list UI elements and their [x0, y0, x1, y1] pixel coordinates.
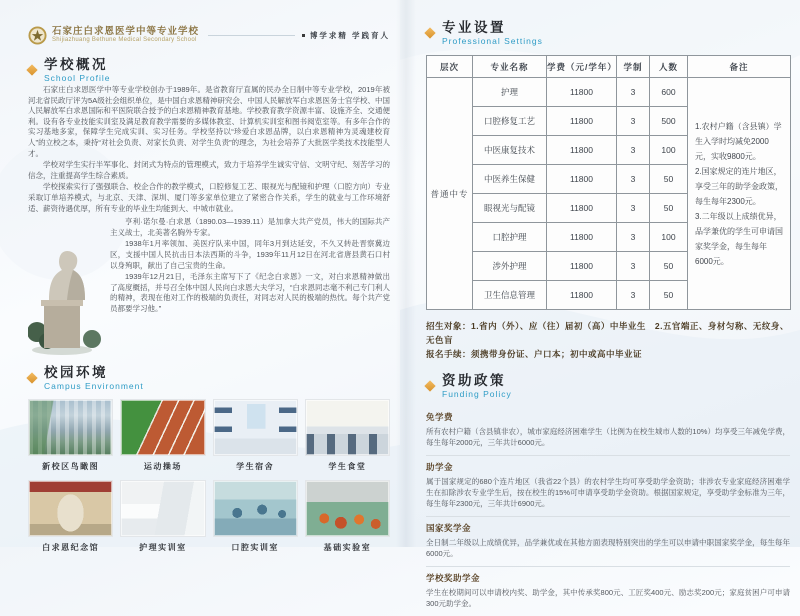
count-cell: 600 [650, 78, 688, 107]
photo-caption: 运动操场 [143, 462, 182, 472]
fee-cell: 11800 [547, 136, 617, 165]
photo-caption: 基础实验室 [323, 543, 372, 553]
funding-policy-section [426, 373, 790, 616]
majors-table-body [427, 78, 791, 310]
campus-photo-item [28, 399, 113, 472]
campus-photo-grid [28, 399, 390, 553]
diamond-icon [26, 64, 37, 75]
col-header-years: 学制 [617, 56, 650, 78]
campus-aerial-photo [28, 399, 113, 456]
funding-item-text: 所有农村户籍（含县镇非农），城市家庭经济困难学生（比例为在校生城市人数的10%）均享受三年减免学费，每生每年2000元，三年共计6000元。 [426, 427, 790, 447]
major-name-cell: 中医康复技术 [473, 136, 547, 165]
campus-photo-item [213, 399, 298, 472]
years-cell: 3 [617, 78, 650, 107]
fee-cell: 11800 [547, 223, 617, 252]
left-page [28, 24, 390, 553]
years-cell: 3 [617, 281, 650, 310]
profile-subtitle: School Profile [44, 73, 111, 83]
fee-cell: 11800 [547, 281, 617, 310]
bio-paragraph: 亨利·诺尔曼·白求恩（1890.03—1939.11）是加拿大共产党员，伟大的国际共产主义战士，北美著名胸外专家。 [110, 217, 390, 237]
school-motto-text: 博学求精 学践育人 [309, 30, 390, 40]
years-cell: 3 [617, 136, 650, 165]
admission-target: 招生对象：1.省内（外）、应（往）届初（高）中毕业生 2.五官端正、身材匀称、无纹身、无色盲 [426, 321, 789, 345]
memorial-hall-photo [28, 480, 113, 537]
funding-subtitle: Funding Policy [442, 389, 512, 399]
profile-section-head [28, 57, 390, 84]
fee-cell: 11800 [547, 107, 617, 136]
fee-cell: 11800 [547, 78, 617, 107]
canteen-photo [305, 399, 390, 456]
count-cell: 100 [650, 136, 688, 165]
col-header-name: 专业名称 [473, 56, 547, 78]
photo-caption: 学生食堂 [328, 462, 367, 472]
profile-paragraph: 石家庄白求恩医学中等专业学校创办于1989年。是省教育厅直属的民办全日制中等专业学校，2019年被河北省民政厅评为5A级社会组织单位，是中国白求恩精神研究会、中国人民解放军白求恩医务士官学校、中国人民解放军白求恩国际和平医院联合授予的白求恩精神教育基地。学校教育教学资源丰富、设施齐全、交通便利。设有各专业技能实训室及满足教育教学需要的多媒体教室、计算机实训室和图书阅览室等。有多年合作的实习基地多家，保障学生完成实训、实习任务。学校坚持以“珍爱白求恩品牌，以白求恩精神为灵魂建校育人”的立校之本，秉持“对社会负责、对家长负责、对学生负责”的理念，为社会培养了大批医学类技术技能型人才。 [28, 85, 390, 158]
bethune-bio-block [28, 216, 390, 356]
page-fold-shadow [396, 0, 416, 547]
admission-info [426, 319, 790, 361]
majors-subtitle: Professional Settings [442, 36, 543, 46]
school-profile-section [28, 57, 390, 356]
years-cell: 3 [617, 107, 650, 136]
campus-photo-item [120, 480, 205, 553]
funding-item [426, 406, 790, 456]
funding-item-text: 属于国家规定的680个连片地区（我省22个县）的农村学生均可享受助学金资助；非涉农专业家庭经济困难学生在扣除涉农专业学生后，按在校生的15%可申请享受助学金资助。根据国家规定，享受助学金标准为三年，每生每年2300元，三年共计6900元。 [426, 477, 790, 508]
photo-caption: 口腔实训室 [231, 543, 279, 553]
majors-section-head [426, 20, 790, 47]
major-name-cell: 涉外护理 [473, 252, 547, 281]
bethune-statue-image [28, 220, 104, 356]
count-cell: 500 [650, 107, 688, 136]
profile-title: 学校概况 [44, 57, 108, 72]
dental-lab-photo [213, 480, 298, 537]
major-name-cell: 口腔护理 [473, 223, 547, 252]
major-name-cell: 中医养生保健 [473, 165, 547, 194]
dormitory-photo [213, 399, 298, 456]
photo-caption: 护理实训室 [139, 543, 187, 553]
count-cell: 50 [650, 281, 688, 310]
photo-caption: 新校区鸟瞰图 [42, 462, 100, 472]
major-name-cell: 口腔修复工艺 [473, 107, 547, 136]
funding-item-name: 免学费 [426, 412, 454, 422]
basic-lab-photo [305, 480, 390, 537]
funding-item-text: 学生在校期间可以申请校内奖、助学金，其中传承奖800元、工匠奖400元、励志奖200元；家庭贫困户可申请300元助学金。 [426, 588, 790, 608]
sports-field-photo [120, 399, 205, 456]
years-cell: 3 [617, 223, 650, 252]
level-cell: 普通中专 [427, 78, 473, 310]
col-header-fee: 学费（元/学年） [547, 56, 617, 78]
right-page [426, 20, 790, 616]
major-name-cell: 眼视光与配镜 [473, 194, 547, 223]
count-cell: 100 [650, 223, 688, 252]
campus-environment-section [28, 365, 390, 553]
header-divider-line [208, 35, 295, 36]
diamond-icon [424, 27, 435, 38]
fee-cell: 11800 [547, 252, 617, 281]
campus-section-head [28, 365, 390, 392]
campus-photo-item [213, 480, 298, 553]
fee-cell: 11800 [547, 194, 617, 223]
years-cell: 3 [617, 252, 650, 281]
diamond-icon [26, 372, 37, 383]
campus-title: 校园环境 [44, 365, 108, 381]
funding-item-name: 学校奖助学金 [426, 573, 481, 583]
majors-table-head [427, 56, 791, 78]
campus-subtitle: Campus Environment [44, 381, 144, 392]
bio-paragraph: 1939年12月21日，毛泽东主席写下了《纪念白求恩》一文，对白求恩精神做出了高度概括，并号召全体中国人民向白求恩大夫学习，“白求恩同志毫不利己专门利人的精神，表现在他对工作的极端的负责任，对同志对人民的极端的热忱。每个共产党员都要学习他。” [110, 272, 390, 313]
major-name-cell: 卫生信息管理 [473, 281, 547, 310]
remark-line: 1.农村户籍（含县镇）学生入学时均减免2000元，实收9800元。 [695, 121, 782, 161]
profile-paragraph: 学校对学生实行半军事化、封闭式为特点的管理模式，致力于培养学生诚实守信、文明守纪、刻苦学习的信念，注重提高学生综合素质。 [28, 160, 390, 180]
count-cell: 50 [650, 165, 688, 194]
fee-cell: 11800 [547, 165, 617, 194]
school-name-cn: 石家庄白求恩医学中等专业学校 [52, 26, 200, 37]
photo-caption: 学生宿舍 [236, 462, 275, 472]
funding-item [426, 517, 790, 567]
col-header-remark: 备注 [688, 56, 791, 78]
col-header-count: 人数 [650, 56, 688, 78]
diamond-icon [424, 380, 435, 391]
funding-item-name: 国家奖学金 [426, 523, 472, 533]
majors-table [426, 55, 791, 310]
remark-line: 3.二年级以上成绩优异，品学兼优的学生可申请国家奖学金，每生每年6000元。 [695, 211, 783, 266]
funding-title: 资助政策 [442, 373, 506, 388]
funding-section-head [426, 373, 790, 400]
remark-line: 2.国家规定的连片地区，享受三年的助学金政策，每生每年2300元。 [695, 166, 783, 206]
funding-item-name: 助学金 [426, 462, 454, 472]
funding-item [426, 567, 790, 616]
admission-procedure: 报名手续：须携带身份证、户口本；初中或高中毕业证 [426, 349, 643, 359]
campus-photo-item [305, 399, 390, 472]
school-motto [302, 30, 390, 41]
funding-item-text: 全日制二年级以上成绩优异，品学兼优或在其他方面表现特别突出的学生可以申请中职国家奖学金，每生每年6000元。 [426, 538, 790, 558]
school-name-block [52, 26, 199, 44]
funding-list [426, 406, 790, 616]
campus-photo-item [305, 480, 390, 553]
campus-photo-item [28, 480, 113, 553]
campus-photo-item [120, 399, 205, 472]
funding-item [426, 456, 790, 517]
page-header [28, 24, 390, 46]
square-bullet-icon [302, 34, 305, 37]
major-name-cell: 护理 [473, 78, 547, 107]
profile-paragraph: 学校探索实行了强强联合、校企合作的教学模式，口腔修复工艺、眼视光与配镜和护理（口腔方向）专业采取订单培养模式，与北京、天津、深圳、厦门等多家单位建立了紧密合作关系，学生的就业与工作环境舒适、薪资待遇优厚，所有专业的毕业生均能到大、中城市就业。 [28, 182, 390, 213]
remark-cell [688, 78, 791, 310]
years-cell: 3 [617, 165, 650, 194]
majors-section [426, 20, 790, 361]
bio-paragraph: 1938年1月率领加、美医疗队来中国，同年3月到达延安，不久又转赴晋察冀边区，支援中国人民抗击日本法西斯的斗争，1939年11月12日在河北省唐县黄石口村以身殉职，献出了自己宝贵的生命。 [110, 239, 390, 270]
count-cell: 50 [650, 252, 688, 281]
col-header-level: 层次 [427, 56, 473, 78]
nursing-lab-photo [120, 480, 205, 537]
years-cell: 3 [617, 194, 650, 223]
photo-caption: 白求恩纪念馆 [42, 543, 100, 553]
count-cell: 50 [650, 194, 688, 223]
table-row [427, 78, 791, 107]
school-name-en: Shijiazhuang Bethune Medical Secondary School [52, 37, 197, 43]
school-logo-icon [28, 26, 47, 45]
majors-title: 专业设置 [442, 20, 506, 35]
